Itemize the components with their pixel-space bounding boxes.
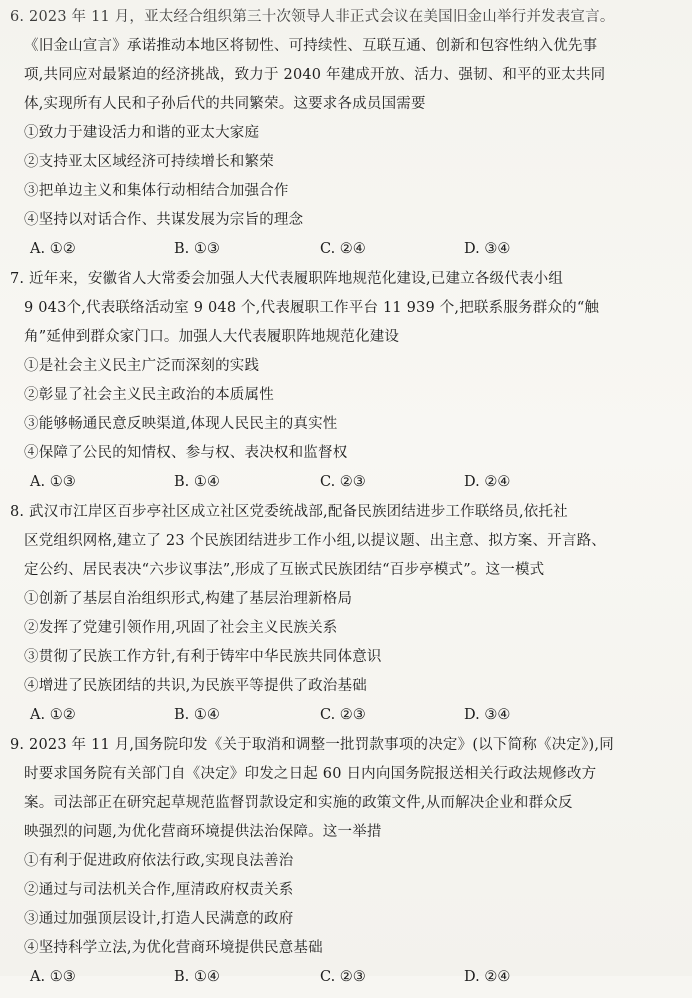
question-7-option-2: ②彰显了社会主义民主政治的本质属性	[24, 387, 274, 403]
question-8-option-1: ①创新了基层自治组织形式,构建了基层治理新格局	[24, 591, 353, 607]
question-8-answer-a: A. ①②	[30, 707, 76, 723]
question-8-option-3: ③贯彻了民族工作方针,有利于铸牢中华民族共同体意识	[24, 649, 382, 665]
question-9-answer-c: C. ②③	[320, 969, 366, 985]
question-6-option-2: ②支持亚太区域经济可持续增长和繁荣	[24, 154, 274, 170]
question-9-stem-line-1: 9. 2023 年 11 月,国务院印发《关于取消和调整一批罚款事项的决定》(以下简称《决定》),同	[10, 737, 614, 753]
question-6-option-1: ①致力于建设活力和谐的亚太大家庭	[24, 125, 260, 141]
question-6-stem-line-3: 项,共同应对最紧迫的经济挑战，致力于 2040 年建成开放、活力、强韧、和平的亚太共同	[24, 67, 606, 83]
question-6-answer-b: B. ①③	[174, 241, 220, 257]
question-9-answers	[24, 968, 676, 986]
question-7-answer-d: D. ②④	[464, 474, 511, 490]
question-8-stem-line-3: 定公约、居民表决“六步议事法”,形成了互嵌式民族团结“百步亭模式”。这一模式	[24, 562, 545, 578]
question-7-option-1: ①是社会主义民主广泛而深刻的实践	[24, 358, 260, 374]
question-7-stem-line-3: 角”延伸到群众家门口。加强人大代表履职阵地规范化建设	[24, 329, 400, 345]
question-8-answer-c: C. ②③	[320, 707, 366, 723]
question-9-option-2: ②通过与司法机关合作,厘清政府权责关系	[24, 882, 294, 898]
question-9-answer-d: D. ②④	[464, 969, 511, 985]
question-7-answers	[24, 473, 676, 491]
question-7-option-4: ④保障了公民的知情权、参与权、表决权和监督权	[24, 445, 348, 461]
question-8-answer-d: D. ③④	[464, 707, 511, 723]
question-6-answer-a: A. ①②	[30, 241, 76, 257]
question-9-stem-line-4: 映强烈的问题,为优化营商环境提供法治保障。这一举措	[24, 824, 382, 840]
question-6-stem-line-2: 《旧金山宣言》承诺推动本地区将韧性、可持续性、互联互通、创新和包容性纳入优先事	[24, 38, 598, 54]
question-6-stem-line-1: 6. 2023 年 11 月，亚太经合组织第三十次领导人非正式会议在美国旧金山举行并发表宣言。	[10, 9, 615, 25]
question-6-stem-line-4: 体,实现所有人民和子孙后代的共同繁荣。这要求各成员国需要	[24, 96, 426, 112]
question-8-answers	[24, 706, 676, 724]
question-9-option-3: ③通过加强顶层设计,打造人民满意的政府	[24, 911, 294, 927]
question-7-stem-line-2: 9 043个,代表联络活动室 9 048 个,代表履职工作平台 11 939 个,把联系服务群众的“触	[24, 300, 600, 316]
question-8-answer-b: B. ①④	[174, 707, 220, 723]
question-9-stem-line-2: 时要求国务院有关部门自《决定》印发之日起 60 日内向国务院报送相关行政法规修改方	[24, 766, 597, 782]
question-6-answers	[24, 240, 676, 258]
question-9	[10, 736, 676, 986]
question-9-option-4: ④坚持科学立法,为优化营商环境提供民意基础	[24, 940, 323, 956]
question-7-answer-a: A. ①③	[30, 474, 76, 490]
question-9-answer-a: A. ①③	[30, 969, 76, 985]
question-8	[10, 503, 676, 724]
question-7-stem-line-1: 7. 近年来，安徽省人大常委会加强人大代表履职阵地规范化建设,已建立各级代表小组	[10, 271, 564, 287]
question-8-option-4: ④增进了民族团结的共识,为民族平等提供了政治基础	[24, 678, 367, 694]
question-7-answer-b: B. ①④	[174, 474, 220, 490]
question-6	[10, 8, 676, 258]
question-6-option-3: ③把单边主义和集体行动相结合加强合作	[24, 183, 289, 199]
question-9-stem-line-3: 案。司法部正在研究起草规范监督罚款设定和实施的政策文件,从而解决企业和群众反	[24, 795, 573, 811]
exam-content	[10, 8, 676, 998]
question-7-option-3: ③能够畅通民意反映渠道,体现人民民主的真实性	[24, 416, 338, 432]
question-8-stem-line-2: 区党组织网格,建立了 23 个民族团结进步工作小组,以提议题、出主意、拟方案、开言路、	[24, 533, 606, 549]
question-8-option-2: ②发挥了党建引领作用,巩固了社会主义民族关系	[24, 620, 338, 636]
question-8-stem-line-1: 8. 武汉市江岸区百步亭社区成立社区党委统战部,配备民族团结进步工作联络员,依托社	[10, 504, 568, 520]
question-7	[10, 270, 676, 491]
question-6-answer-d: D. ③④	[464, 241, 511, 257]
question-6-option-4: ④坚持以对话合作、共谋发展为宗旨的理念	[24, 212, 304, 228]
question-7-answer-c: C. ②③	[320, 474, 366, 490]
question-9-answer-b: B. ①④	[174, 969, 220, 985]
question-6-answer-c: C. ②④	[320, 241, 366, 257]
question-9-option-1: ①有利于促进政府依法行政,实现良法善治	[24, 853, 294, 869]
